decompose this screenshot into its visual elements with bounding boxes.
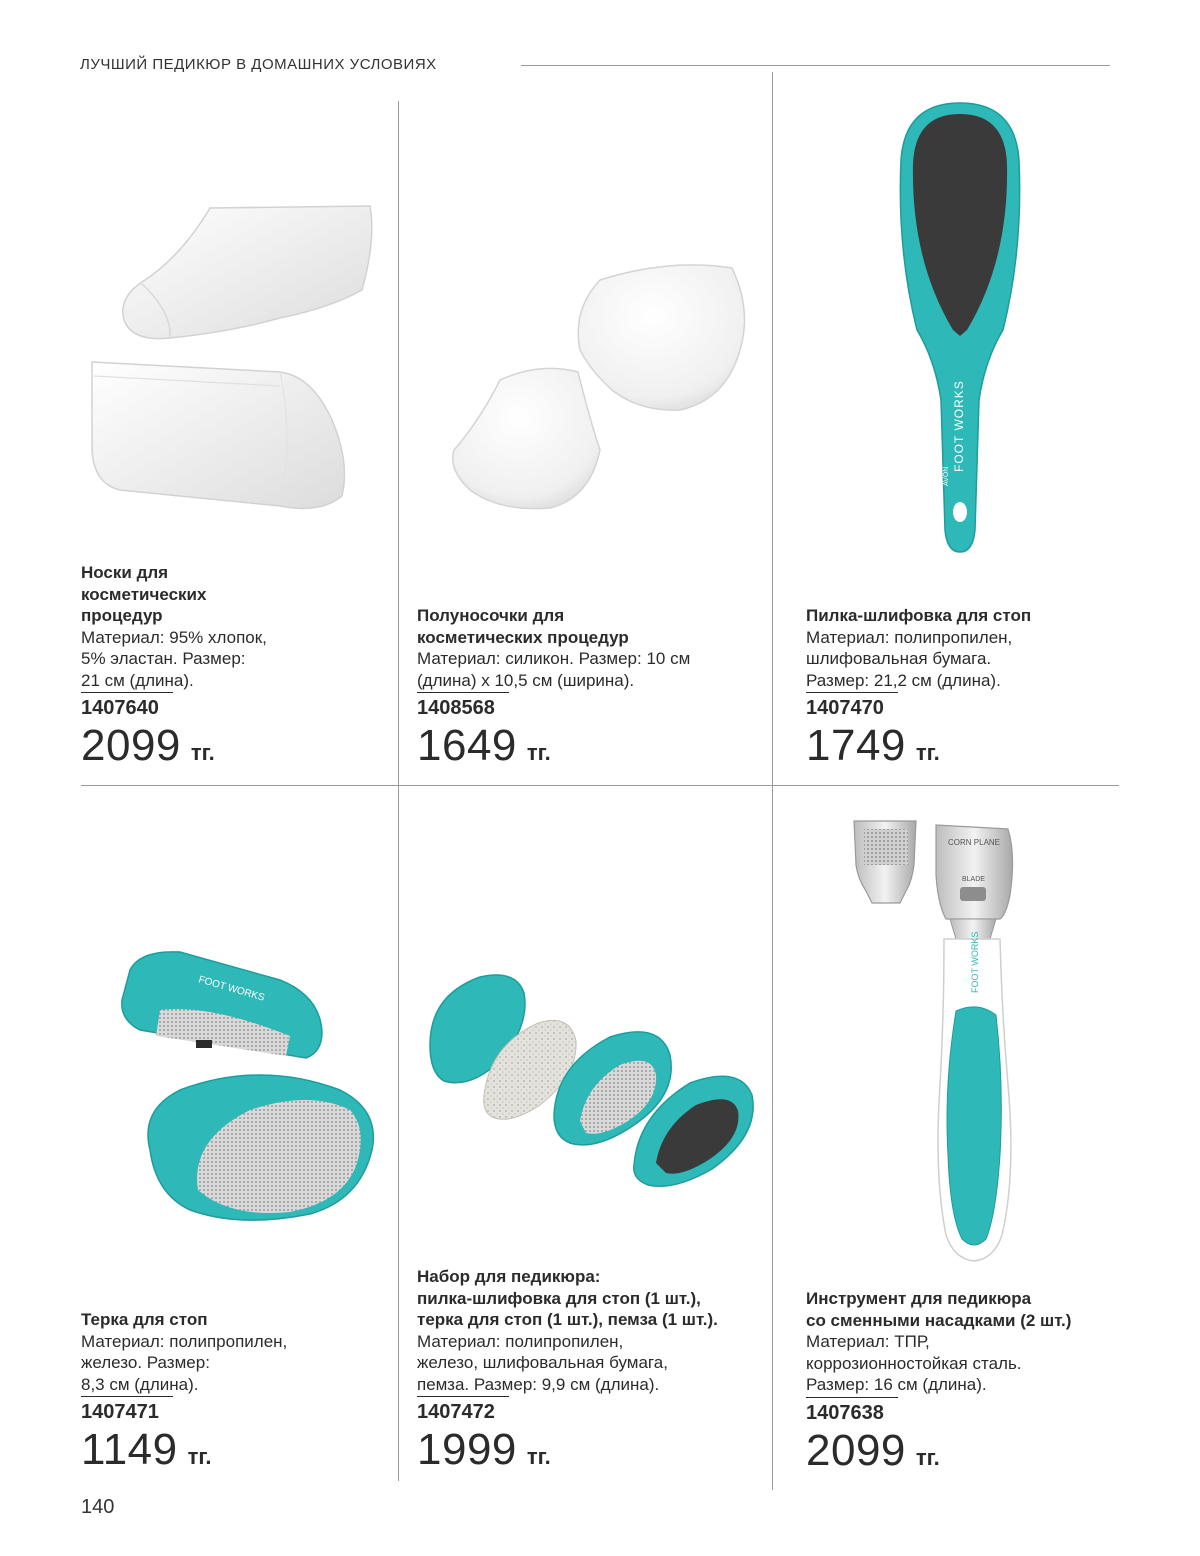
product-description-line: пемза. Размер: 9,9 см (длина). — [417, 1374, 660, 1394]
product-name-line: со сменными насадками (2 шт.) — [806, 1310, 1072, 1330]
product-description-line: 21 см (длина). — [81, 670, 194, 690]
product-description-line: Материал: ТПР, — [806, 1332, 930, 1351]
product-name-line: пилка-шлифовка для стоп (1 шт.), — [417, 1288, 701, 1308]
foot-file-maker-text: AVON — [943, 466, 950, 486]
product-name — [417, 1266, 757, 1331]
product-description-line: коррозионностойкая сталь. — [806, 1353, 1022, 1373]
product-code: 1407470 — [806, 697, 884, 719]
price-currency: тг. — [526, 1444, 551, 1469]
product-description-line: Материал: 95% хлопок, — [81, 627, 267, 647]
foot-file-image — [895, 100, 1025, 555]
product-card-heel-socks — [417, 605, 757, 776]
product-price — [81, 1427, 421, 1480]
corn-plane-blade-bottom-text: BLADE — [962, 876, 985, 883]
product-price — [806, 1425, 1146, 1481]
product-name — [81, 1309, 421, 1331]
row-divider — [81, 785, 1119, 786]
product-description — [81, 627, 421, 692]
product-price — [417, 723, 757, 776]
product-description-line: железо. Размер: — [81, 1353, 210, 1372]
product-name-line: терка для стоп (1 шт.), пемза (1 шт.). — [417, 1310, 718, 1329]
product-description-line: 8,3 см (длина). — [81, 1374, 199, 1394]
foot-file-brand-text: FOOT WORKS — [952, 380, 966, 472]
product-name-line: процедур — [81, 606, 163, 625]
product-code: 1407638 — [806, 1401, 884, 1424]
code-divider — [417, 692, 509, 693]
corn-plane-image — [850, 815, 1030, 1275]
price-value: 1749 — [806, 721, 906, 770]
foot-rasp-brand-text: FOOT WORKS — [197, 974, 266, 1004]
product-description-line: Материал: силикон. Размер: 10 см — [417, 649, 691, 668]
product-code: 1407472 — [417, 1401, 495, 1423]
price-currency: тг. — [187, 1444, 212, 1469]
column-divider-2 — [772, 72, 773, 1490]
price-value: 1999 — [417, 1425, 517, 1474]
header-divider — [521, 65, 1110, 66]
foot-rasp-image — [110, 940, 390, 1230]
column-divider-1 — [398, 101, 399, 1481]
product-description-line: шлифовальная бумага. — [806, 649, 992, 668]
product-description-line: Материал: полипропилен, — [806, 627, 1013, 647]
product-name-line: Полуносочки для — [417, 606, 565, 625]
product-card-foot-rasp — [81, 1309, 421, 1480]
product-name — [81, 562, 421, 627]
product-description — [417, 1331, 757, 1396]
product-description — [81, 1331, 421, 1396]
code-divider — [806, 1397, 898, 1398]
product-name — [806, 1288, 1146, 1331]
code-divider — [417, 1396, 509, 1397]
product-name-line: косметических процедур — [417, 627, 629, 647]
product-description-line: Размер: 21,2 см (длина). — [806, 670, 1001, 690]
corn-plane-brand-text: FOOT WORKS — [970, 931, 980, 993]
product-description-line: Материал: полипропилен, — [81, 1331, 288, 1351]
product-name-line: Носки для — [81, 563, 169, 582]
code-divider — [806, 692, 898, 693]
product-card-pedicure-set — [417, 1266, 757, 1480]
product-code: 1408568 — [417, 697, 495, 719]
product-name-line: Пилка-шлифовка для стоп — [806, 606, 1032, 625]
section-title: ЛУЧШИЙ ПЕДИКЮР В ДОМАШНИХ УСЛОВИЯХ — [80, 56, 437, 73]
product-name-line: косметических — [81, 584, 207, 604]
product-description — [417, 648, 757, 691]
price-currency: тг. — [915, 1444, 940, 1470]
price-currency: тг. — [915, 740, 940, 765]
product-name-line: Инструмент для педикюра — [806, 1289, 1032, 1308]
price-currency: тг. — [526, 740, 551, 765]
corn-plane-blade-top-text: CORN PLANE — [948, 838, 1001, 847]
heel-socks-image — [440, 250, 760, 550]
product-description-line: железо, шлифовальная бумага, — [417, 1353, 668, 1372]
pedicure-set-image — [420, 965, 760, 1195]
product-price — [417, 1427, 757, 1480]
code-divider — [81, 1396, 173, 1397]
product-price — [806, 723, 1146, 776]
product-card-foot-file — [806, 605, 1146, 776]
price-value: 1149 — [81, 1425, 178, 1474]
product-name — [806, 605, 1146, 627]
price-currency: тг. — [190, 740, 215, 765]
price-value: 2099 — [806, 1425, 906, 1475]
socks-image — [80, 200, 380, 520]
product-name-line: Терка для стоп — [81, 1310, 208, 1329]
product-description-line: Материал: полипропилен, — [417, 1331, 624, 1351]
price-value: 2099 — [81, 721, 181, 770]
product-description-line: 5% эластан. Размер: — [81, 649, 246, 668]
product-name-line: Набор для педикюра: — [417, 1267, 601, 1286]
product-code: 1407471 — [81, 1401, 159, 1423]
product-description-line: Размер: 16 см (длина). — [806, 1375, 987, 1394]
code-divider — [81, 692, 173, 693]
product-code: 1407640 — [81, 697, 159, 719]
product-description-line: (длина) х 10,5 см (ширина). — [417, 670, 635, 690]
price-value: 1649 — [417, 721, 517, 770]
product-name — [417, 605, 757, 648]
product-description — [806, 1331, 1146, 1396]
product-card-socks — [81, 562, 421, 776]
product-price — [81, 723, 421, 776]
product-description — [806, 627, 1146, 692]
page-number: 140 — [81, 1496, 115, 1518]
product-card-corn-plane — [806, 1288, 1146, 1481]
